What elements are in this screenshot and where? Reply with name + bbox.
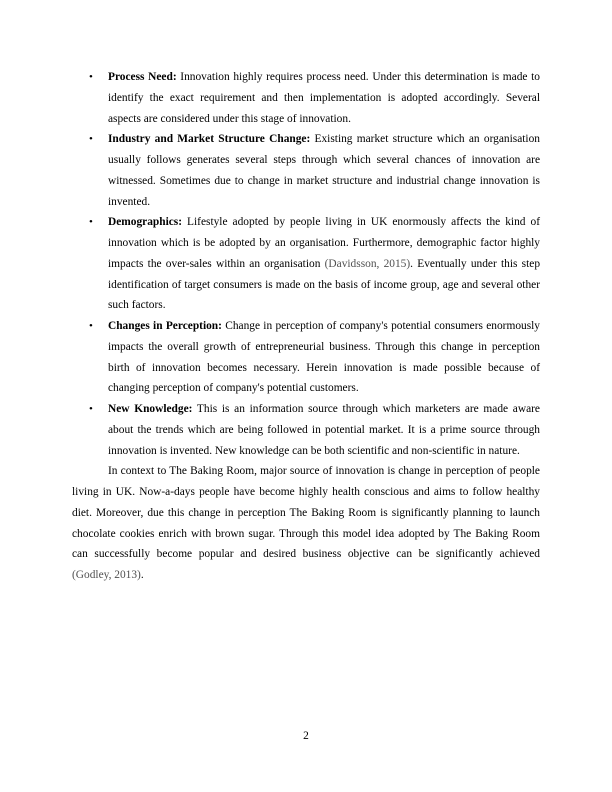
- description-demographics: Lifestyle adopted by people living in UK enormously affects the kind of innovation which is be adopted by an organisation. Furthermore, demographic factor highly impacts the over-sales within an organisation: [108, 216, 540, 270]
- list-item-process-need: [72, 67, 540, 129]
- bullet-icon: •: [89, 71, 93, 83]
- term-process-need: Process Need:: [108, 71, 177, 83]
- description-new-knowledge: This is an information source through which marketers are made aware about the trends which are being followed in potential market. It is a prime source through innovation is invented. New knowledge can be both scientific and non-scientific in nature.: [108, 403, 540, 457]
- description-process-need: Innovation highly requires process need. Under this determination is made to identify the exact requirement and then implementation is adopted accordingly. Several aspects are considered under this stage of innovation.: [108, 71, 540, 125]
- bullet-icon: •: [89, 216, 93, 229]
- citation-godley: (Godley, 2013): [72, 569, 141, 581]
- page-content: [72, 67, 540, 586]
- description-changes-perception: Change in perception of company's potential consumers enormously impacts the overall growth of entrepreneurial business. Through this change in perception birth of innovation becomes necessary. Herein innovation is made possible because of changing perception of company's potential customers.: [108, 320, 541, 395]
- citation-davidsson: (Davidsson, 2015): [324, 257, 411, 270]
- description-industry-market: Existing market structure which an organisation usually follows generates several steps through which several chances of innovation are witnessed. Sometimes due to change in market structure and industrial change innovation is invented.: [108, 133, 540, 208]
- term-changes-perception: Changes in Perception:: [108, 320, 222, 332]
- baking-room-paragraph: [72, 461, 540, 586]
- term-demographics: Demographics:: [108, 216, 183, 229]
- list-item-changes-perception: [72, 316, 540, 399]
- list-item-demographics: [72, 212, 540, 316]
- term-industry-market: Industry and Market Structure Change:: [108, 133, 311, 146]
- page-number: 2: [303, 730, 309, 742]
- bullet-icon: •: [89, 320, 93, 332]
- description-demographics-continued: . Eventually under this step identification of target consumers is made on the basis of income group, age and several other such factors.: [108, 257, 541, 312]
- bullet-icon: •: [89, 403, 93, 415]
- list-item-new-knowledge: [72, 399, 540, 461]
- innovation-sources-list: [72, 67, 540, 461]
- paragraph-text: In context to The Baking Room, major source of innovation is change in perception of people living in UK. Now-a-days people have become highly health conscious and aims to follow healthy diet. Moreover, due this change in perception The Baking Room is significantly planning to launch chocolate cookies enrich with brown sugar. Through this model idea adopted by The Baking Room can successfully become popular and desired business objective can be significantly achieved: [72, 465, 540, 561]
- term-new-knowledge: New Knowledge:: [108, 403, 193, 415]
- list-item-industry-market: [72, 129, 540, 212]
- bullet-icon: •: [89, 133, 93, 146]
- paragraph-text-end: .: [140, 569, 144, 581]
